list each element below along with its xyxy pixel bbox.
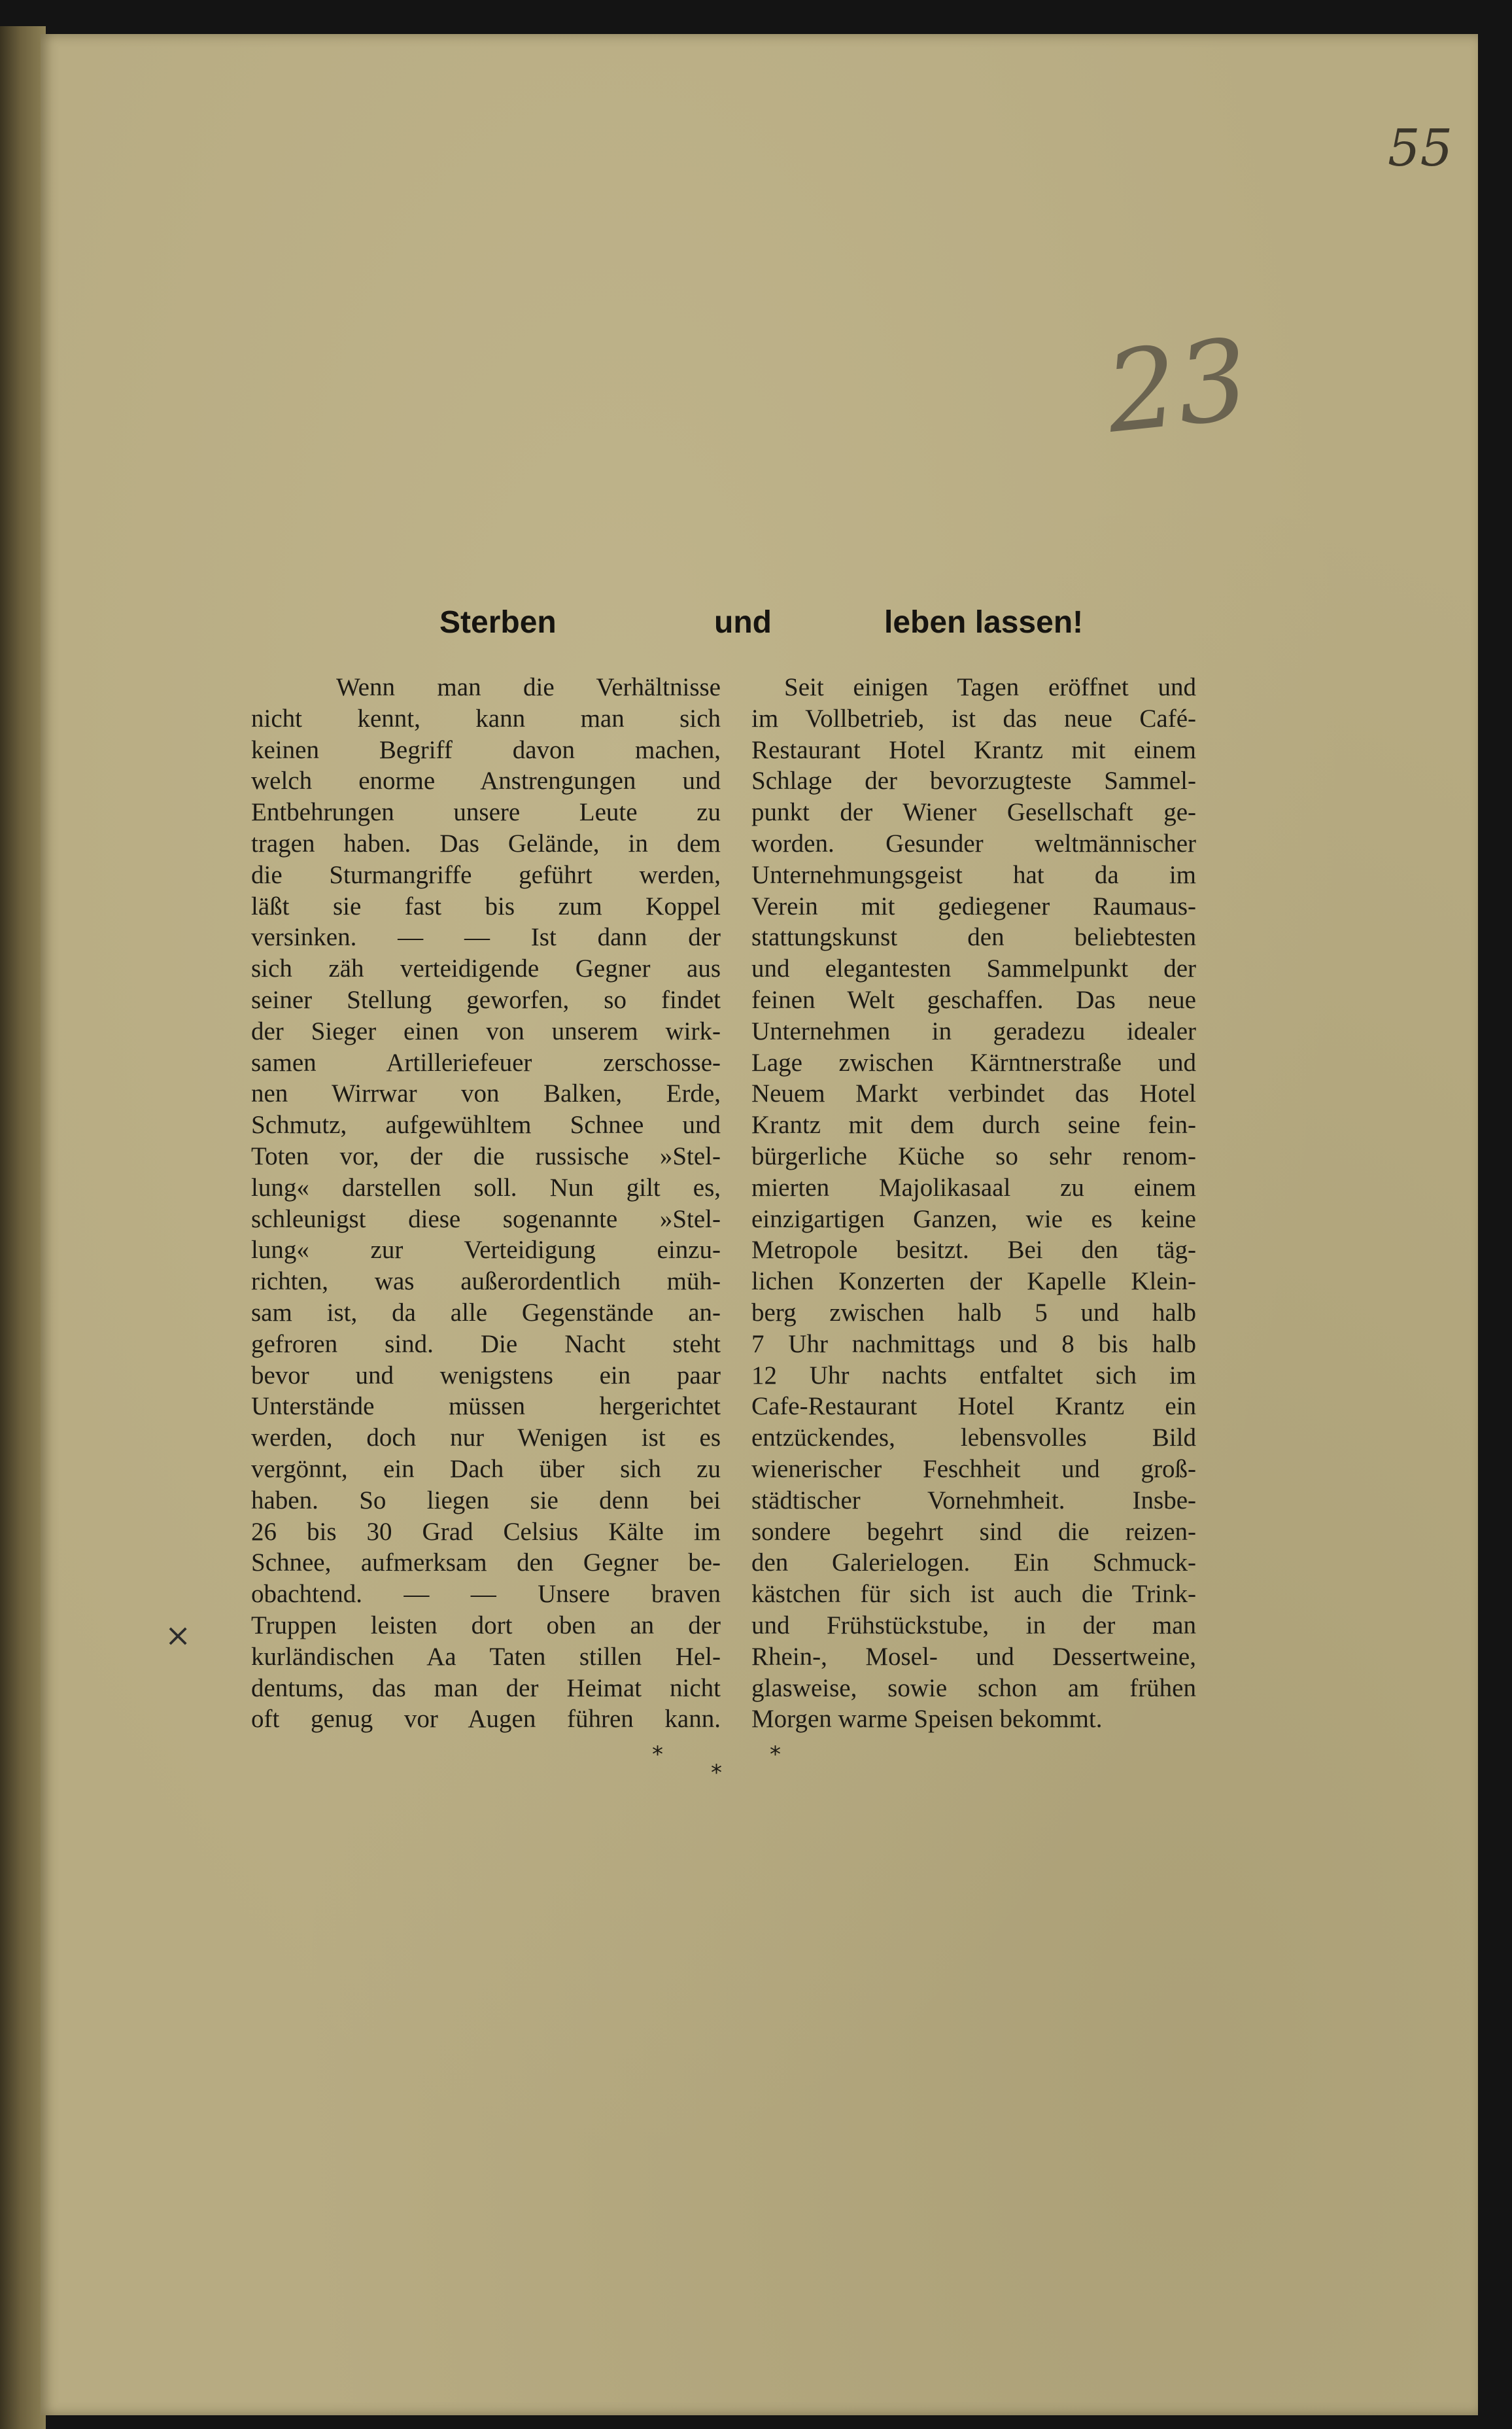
text-line: kurländischen Aa Taten stillen Hel- — [251, 1642, 721, 1671]
text-line: werden, doch nur Wenigen ist es — [251, 1424, 721, 1452]
text-line: Toten vor, der die russische »Stel- — [251, 1142, 721, 1170]
text-line: Unternehmen in geradezu idealer — [751, 1017, 1196, 1045]
text-line: kästchen für sich ist auch die Trink- — [751, 1580, 1196, 1609]
text-line: den Galerielogen. Ein Schmuck- — [751, 1548, 1196, 1577]
text-line: nen Wirrwar von Balken, Erde, — [251, 1079, 721, 1108]
text-line: nicht kennt, kann man sich — [251, 704, 721, 733]
text-line: glasweise, sowie schon am frühen — [751, 1673, 1196, 1702]
text-line: und elegantesten Sammelpunkt der — [751, 954, 1196, 983]
text-line: samen Artilleriefeuer zerschosse- — [251, 1048, 721, 1077]
text-line: Krantz mit dem durch seine fein- — [751, 1111, 1196, 1140]
asterisk: * — [711, 1760, 722, 1786]
text-line: lichen Konzerten der Kapelle Klein- — [751, 1267, 1196, 1296]
section-separator — [642, 1741, 799, 1786]
text-line: wienerischer Feschheit und groß- — [751, 1454, 1196, 1483]
text-line: bürgerliche Küche so sehr renom- — [751, 1142, 1196, 1170]
text-line: Schnee, aufmerksam den Gegner be- — [251, 1548, 721, 1577]
left-column — [251, 672, 721, 1735]
text-line: Cafe-Restaurant Hotel Krantz ein — [751, 1392, 1196, 1421]
text-line: Rhein-, Mosel- und Dessertweine, — [751, 1642, 1196, 1671]
text-line: und Frühstückstube, in der man — [751, 1611, 1196, 1639]
book-spine-edge — [0, 26, 46, 2429]
document-page — [41, 34, 1478, 2415]
text-line: stattungskunst den beliebtesten — [751, 923, 1196, 952]
text-line: 26 bis 30 Grad Celsius Kälte im — [251, 1517, 721, 1546]
text-line: feinen Welt geschaffen. Das neue — [751, 985, 1196, 1014]
text-line: bevor und wenigstens ein paar — [251, 1361, 721, 1389]
text-line: mierten Majolikasaal zu einem — [751, 1173, 1196, 1202]
text-line: sondere begehrt sind die reizen- — [751, 1517, 1196, 1546]
text-line: schleunigst diese sogenannte »Stel- — [251, 1204, 721, 1233]
text-line: berg zwischen halb 5 und halb — [751, 1298, 1196, 1327]
text-line: Neuem Markt verbindet das Hotel — [751, 1079, 1196, 1108]
heading-right: leben lassen! — [884, 605, 1084, 640]
text-line: welch enorme Anstrengungen und — [251, 767, 721, 795]
text-line: Wenn man die Verhältnisse — [336, 673, 721, 701]
text-line: punkt der Wiener Gesellschaft ge- — [751, 798, 1196, 827]
text-line: Truppen leisten dort oben an der — [251, 1611, 721, 1639]
text-line: keinen Begriff davon machen, — [251, 735, 721, 764]
text-line: obachtend. — — Unsere braven — [251, 1580, 721, 1609]
text-line: dentums, das man der Heimat nicht — [251, 1673, 721, 1702]
text-line: 7 Uhr nachmittags und 8 bis halb — [751, 1329, 1196, 1358]
asterisk: * — [652, 1741, 663, 1768]
text-line: Schlage der bevorzugteste Sammel- — [751, 767, 1196, 795]
text-line: worden. Gesunder weltmännischer — [751, 829, 1196, 858]
text-line: Unterstände müssen hergerichtet — [251, 1392, 721, 1421]
text-line: sam ist, da alle Gegenstände an- — [251, 1298, 721, 1327]
text-line: tragen haben. Das Gelände, in dem — [251, 829, 721, 858]
text-line: städtischer Vornehmheit. Insbe- — [751, 1486, 1196, 1514]
page-number-annotation: 23 — [1100, 315, 1255, 459]
text-line: versinken. — — Ist dann der — [251, 923, 721, 952]
text-line: Entbehrungen unsere Leute zu — [251, 798, 721, 827]
margin-mark: × — [165, 1617, 192, 1654]
text-line: der Sieger einen von unserem wirk- — [251, 1017, 721, 1045]
text-line: lung« zur Verteidigung einzu- — [251, 1236, 721, 1265]
text-line: Restaurant Hotel Krantz mit einem — [751, 735, 1196, 764]
heading-left: Sterben — [439, 605, 557, 640]
text-line: 12 Uhr nachts entfaltet sich im — [751, 1361, 1196, 1389]
text-line: gefroren sind. Die Nacht steht — [251, 1329, 721, 1358]
text-line: entzückendes, lebensvolles Bild — [751, 1424, 1196, 1452]
text-line: im Vollbetrieb, ist das neue Café- — [751, 704, 1196, 733]
text-line: Verein mit gediegener Raumaus- — [751, 892, 1196, 920]
text-line: einzigartigen Ganzen, wie es keine — [751, 1204, 1196, 1233]
text-line: vergönnt, ein Dach über sich zu — [251, 1454, 721, 1483]
asterisk: * — [770, 1741, 781, 1768]
text-line: lung« darstellen soll. Nun gilt es, — [251, 1173, 721, 1202]
text-line: die Sturmangriffe geführt werden, — [251, 860, 721, 889]
right-column — [751, 672, 1196, 1735]
heading-middle: und — [714, 605, 772, 640]
text-line: richten, was außerordentlich müh- — [251, 1267, 721, 1296]
text-line: Seit einigen Tagen eröffnet und — [784, 673, 1196, 701]
text-line: seiner Stellung geworfen, so findet — [251, 985, 721, 1014]
text-line: läßt sie fast bis zum Koppel — [251, 892, 721, 920]
text-line: Unternehmungsgeist hat da im — [751, 860, 1196, 889]
text-line: Schmutz, aufgewühltem Schnee und — [251, 1111, 721, 1140]
text-line: Lage zwischen Kärntnerstraße und — [751, 1048, 1196, 1077]
folio-annotation: 55 — [1388, 119, 1453, 178]
text-line: haben. So liegen sie denn bei — [251, 1486, 721, 1514]
text-line: Morgen warme Speisen bekommt. — [751, 1705, 1103, 1734]
text-line: Metropole besitzt. Bei den täg- — [751, 1236, 1196, 1265]
text-line: sich zäh verteidigende Gegner aus — [251, 954, 721, 983]
text-line: oft genug vor Augen führen kann. — [251, 1705, 721, 1734]
